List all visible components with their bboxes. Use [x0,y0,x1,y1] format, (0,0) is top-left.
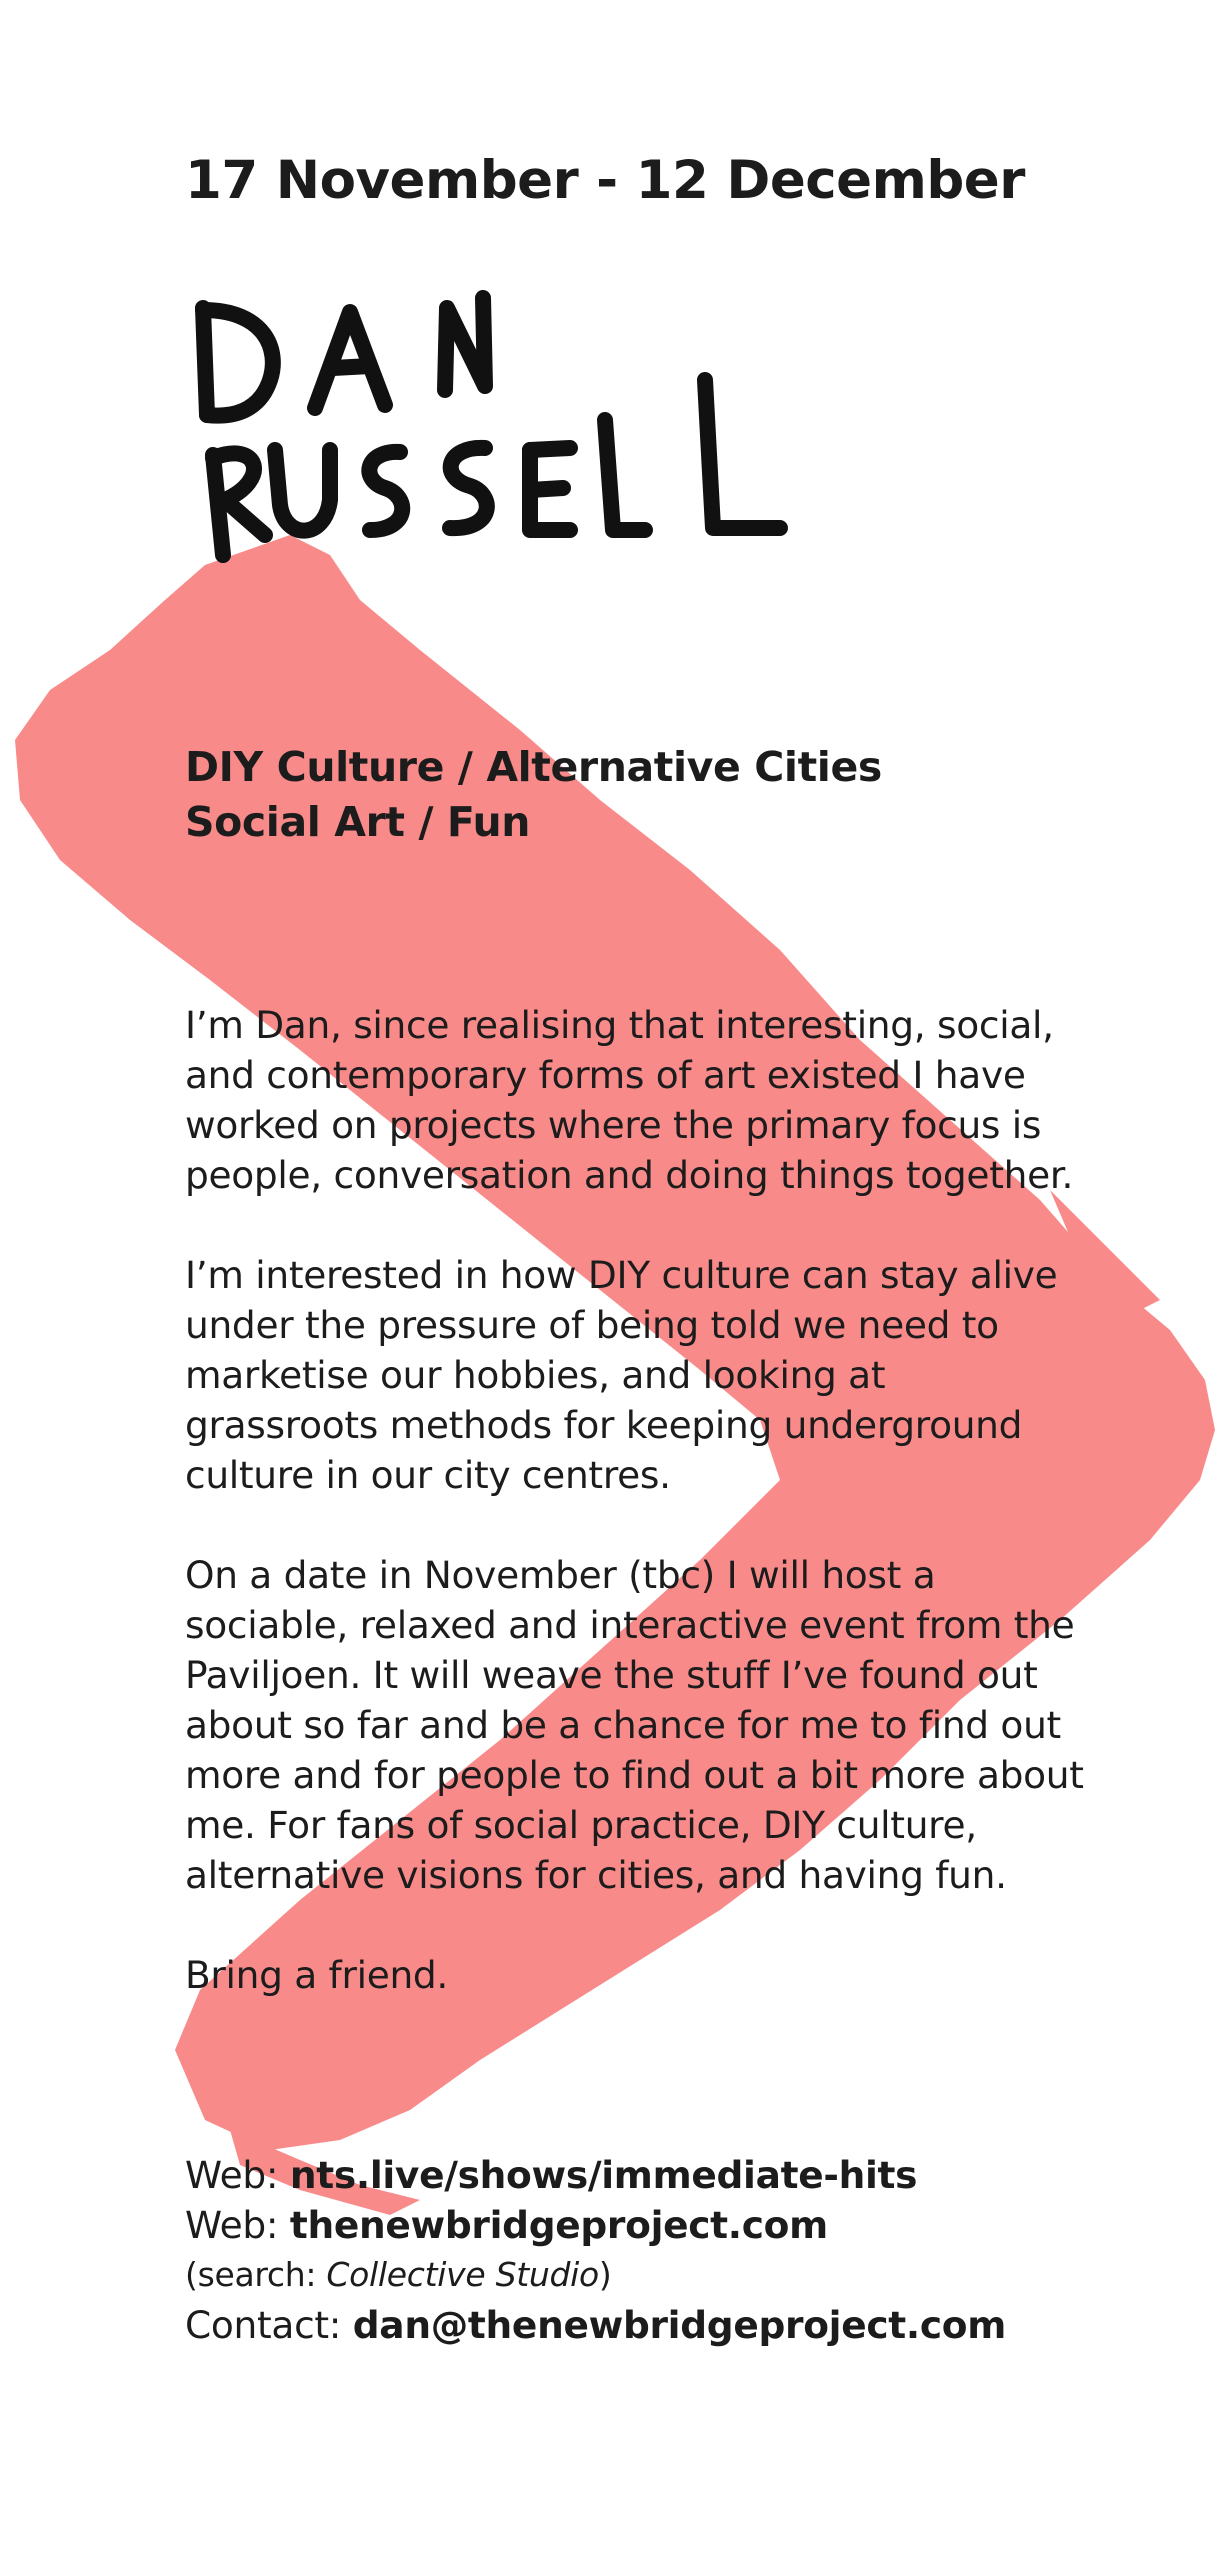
event-dates: 17 November - 12 December [185,150,1025,211]
interest-line: under the pressure of being told we need to [185,1303,999,1347]
tagline-line-1: DIY Culture / Alternative Cities [185,743,882,791]
interest-line: marketise our hobbies, and looking at [185,1353,886,1397]
search-prefix: (search: [185,2255,317,2294]
intro-line: people, conversation and doing things together. [185,1153,1074,1197]
newbridge-link[interactable]: thenewbridgeproject.com [289,2203,828,2247]
nts-link[interactable]: nts.live/shows/immediate-hits [289,2153,918,2197]
closing-line: Bring a friend. [185,1953,449,1997]
event-line: me. For fans of social practice, DIY culture, [185,1803,977,1847]
interest-line: grassroots methods for keeping underground [185,1403,1023,1447]
web-label: Web: [185,2203,279,2247]
artist-name-logo [185,290,815,590]
web-label: Web: [185,2153,279,2197]
tagline-line-2: Social Art / Fun [185,798,531,846]
search-hint [185,2250,1006,2300]
contact-row [185,2300,1006,2350]
event-line: On a date in November (tbc) I will host a [185,1553,936,1597]
event-line: alternative visions for cities, and having fun. [185,1853,1007,1897]
interest-paragraph [185,1250,1145,1500]
event-paragraph [185,1550,1145,1900]
web-link-row-2 [185,2200,1006,2250]
tagline [185,740,882,850]
interest-line: I’m interested in how DIY culture can stay alive [185,1253,1058,1297]
event-line: Paviljoen. It will weave the stuff I’ve found out [185,1653,1038,1697]
web-link-row-1 [185,2150,1006,2200]
intro-line: worked on projects where the primary focus is [185,1103,1042,1147]
event-line: about so far and be a chance for me to find out [185,1703,1061,1747]
event-line: sociable, relaxed and interactive event from the [185,1603,1075,1647]
intro-line: I’m Dan, since realising that interesting, social, [185,1003,1054,1047]
intro-line: and contemporary forms of art existed I have [185,1053,1026,1097]
contact-email-link[interactable]: dan@thenewbridgeproject.com [352,2303,1007,2347]
search-suffix: ) [598,2255,612,2294]
links-section [185,2150,1006,2350]
intro-paragraph [185,1000,1145,1200]
interest-line: culture in our city centres. [185,1453,671,1497]
contact-label: Contact: [185,2303,342,2347]
event-line: more and for people to find out a bit more about [185,1753,1084,1797]
search-term: Collective Studio [326,2255,599,2294]
